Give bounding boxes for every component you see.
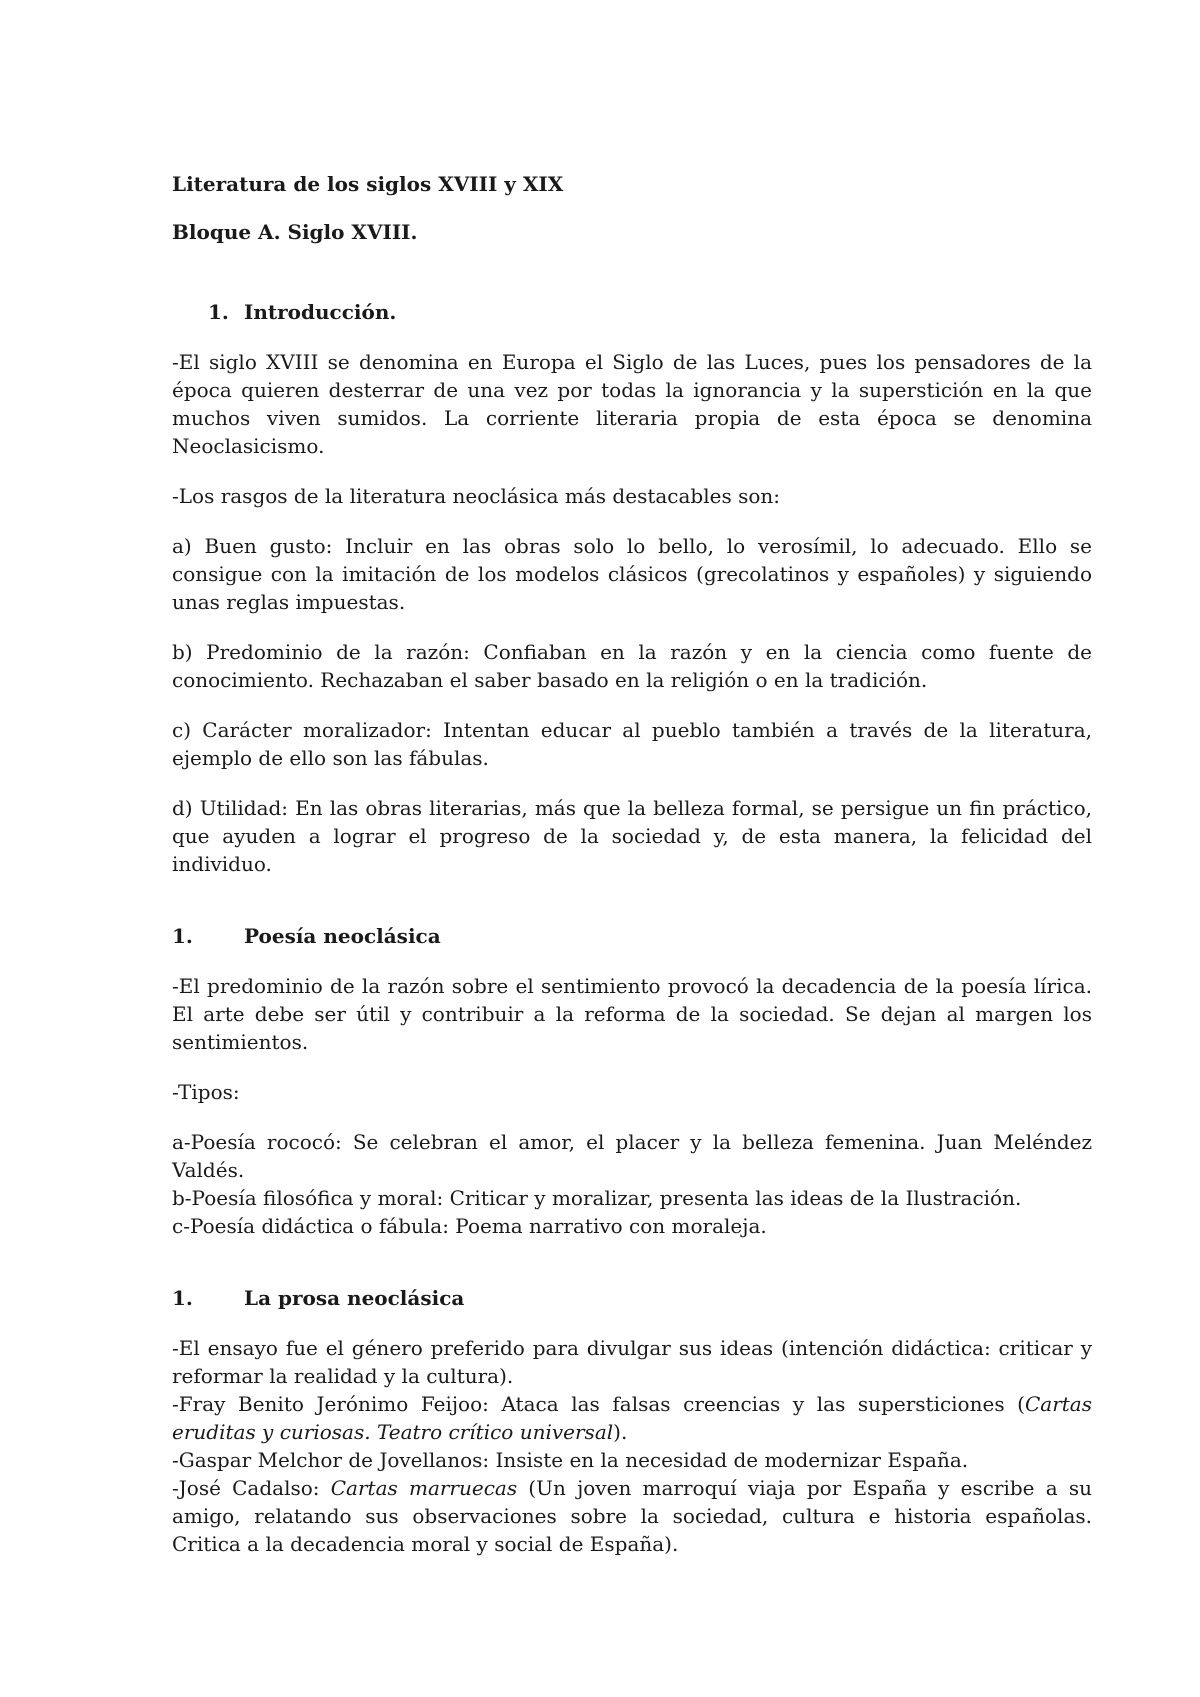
section-heading-text: Poesía neoclásica xyxy=(244,924,441,948)
prosa-jovellanos-paragraph: -Gaspar Melchor de Jovellanos: Insiste en la necesidad de modernizar España. xyxy=(172,1448,969,1472)
poesia-type-c: c-Poesía didáctica o fábula: Poema narrativo con moraleja. xyxy=(172,1214,767,1238)
section-heading-introduccion xyxy=(172,298,1092,326)
document-page xyxy=(172,170,1092,1558)
trait-a-paragraph: a) Buen gusto: Incluir en las obras solo lo bello, lo verosímil, lo adecuado. Ello se consigue con la imitación de los modelos clásicos (grecolatinos y españoles) y siguiendo unas reglas impuestas. xyxy=(172,534,1092,614)
intro-paragraph-2: -Los rasgos de la literatura neoclásica más destacables son: xyxy=(172,484,780,508)
poesia-type-a: a-Poesía rococó: Se celebran el amor, el placer y la belleza femenina. Juan Meléndez Valdés. xyxy=(172,1130,1092,1182)
cadalso-work: Cartas marruecas xyxy=(330,1476,518,1500)
trait-d-paragraph: d) Utilidad: En las obras literarias, más que la belleza formal, se persigue un fin práctico, que ayuden a lograr el progreso de la sociedad y, de esta manera, la felicidad del individuo. xyxy=(172,796,1092,876)
feijoo-works: Cartas eruditas y curiosas. Teatro crítico universal xyxy=(172,1392,1092,1444)
cadalso-text: -José Cadalso: xyxy=(172,1476,331,1500)
cadalso-text-end: (Un joven marroquí viaja por España y escribe a su amigo, relatando sus observaciones sobre la sociedad, cultura e historia españolas. Critica a la decadencia moral y social de España). xyxy=(172,1476,1092,1556)
section-heading-poesia xyxy=(172,922,1092,950)
poesia-paragraph-1: -El predominio de la razón sobre el sentimiento provocó la decadencia de la poesía lírica. El arte debe ser útil y contribuir a la reforma de la sociedad. Se dejan al margen los sentimientos. xyxy=(172,974,1092,1054)
feijoo-text-end: ). xyxy=(613,1420,628,1444)
section-number: 1. xyxy=(172,1286,193,1310)
prosa-paragraph-1: -El ensayo fue el género preferido para divulgar sus ideas (intención didáctica: criticar y reformar la realidad y la cultura). xyxy=(172,1336,1092,1388)
document-title: Literatura de los siglos XVIII y XIX xyxy=(172,172,564,196)
feijoo-text: -Fray Benito Jerónimo Feijoo: Ataca las falsas creencias y las supersticiones ( xyxy=(172,1392,1025,1416)
trait-c-paragraph: c) Carácter moralizador: Intentan educar al pueblo también a través de la literatura, ejemplo de ello son las fábulas. xyxy=(172,718,1092,770)
section-number: 1. xyxy=(172,924,193,948)
section-heading-prosa xyxy=(172,1284,1092,1312)
prosa-feijoo-paragraph xyxy=(172,1390,1092,1446)
trait-b-paragraph: b) Predominio de la razón: Confiaban en la razón y en la ciencia como fuente de conocimiento. Rechazaban el saber basado en la religión o en la tradición. xyxy=(172,640,1092,692)
poesia-type-b: b-Poesía filosófica y moral: Criticar y moralizar, presenta las ideas de la Ilustración. xyxy=(172,1186,1022,1210)
section-number: 1. xyxy=(208,300,229,324)
intro-paragraph-1: -El siglo XVIII se denomina en Europa el Siglo de las Luces, pues los pensadores de la época quieren desterrar de una vez por todas la ignorancia y la superstición en la que muchos viven sumidos. La corriente literaria propia de esta época se denomina Neoclasicismo. xyxy=(172,350,1092,458)
section-heading-text: La prosa neoclásica xyxy=(244,1286,465,1310)
poesia-tipos-label: -Tipos: xyxy=(172,1080,240,1104)
block-title: Bloque A. Siglo XVIII. xyxy=(172,220,418,244)
prosa-cadalso-paragraph xyxy=(172,1474,1092,1558)
section-heading-text: Introducción. xyxy=(244,300,397,324)
